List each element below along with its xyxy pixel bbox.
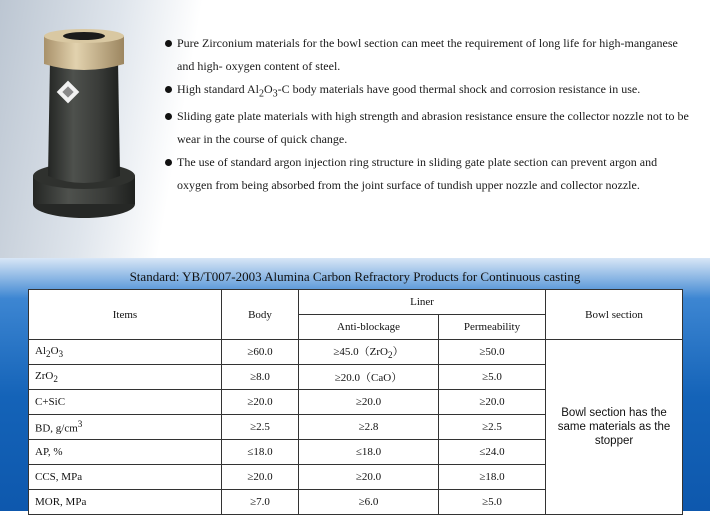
header-items: Items bbox=[29, 290, 222, 340]
item-subscript: 2 bbox=[46, 349, 51, 360]
bullet-dot-icon bbox=[165, 40, 172, 47]
item-subscript: 3 bbox=[58, 349, 64, 360]
anti-value: ≥20.0 bbox=[355, 396, 382, 408]
header-body: Body bbox=[222, 290, 299, 340]
bullet-dot-icon bbox=[165, 159, 172, 166]
feature-text-mid: O bbox=[264, 82, 273, 96]
item-name: BD, g/cm bbox=[35, 422, 78, 435]
anti-blockage-cell bbox=[299, 415, 439, 440]
feature-text-pre: High standard Al bbox=[177, 82, 259, 96]
anti-blockage-cell bbox=[299, 465, 439, 490]
subscript: 3 bbox=[272, 88, 278, 100]
anti-value-tail: ） bbox=[392, 346, 404, 359]
body-value: ≥60.0 bbox=[222, 340, 299, 365]
body-value: ≤18.0 bbox=[222, 440, 299, 465]
body-value: ≥20.0 bbox=[222, 390, 299, 415]
permeability-value: ≥2.5 bbox=[439, 415, 546, 440]
item-name: ZrO bbox=[35, 369, 54, 382]
anti-blockage-cell bbox=[299, 340, 439, 365]
feature-item bbox=[163, 32, 693, 78]
anti-value: ≥20.0（CaO） bbox=[334, 372, 403, 384]
item-subscript: 2 bbox=[53, 374, 58, 385]
feature-text: Pure Zirconium materials for the bowl section can meet the requirement of long life for high-manganese and high- oxygen content of steel. bbox=[177, 36, 678, 73]
permeability-value: ≥5.0 bbox=[439, 490, 546, 515]
item-name: Al bbox=[35, 344, 46, 357]
nozzle-bore bbox=[63, 32, 105, 40]
item-superscript: 3 bbox=[77, 419, 83, 430]
body-value: ≥20.0 bbox=[222, 465, 299, 490]
anti-value: ≥6.0 bbox=[358, 496, 379, 508]
anti-value: ≥2.8 bbox=[358, 421, 379, 433]
item-name: MOR, MPa bbox=[35, 496, 87, 508]
anti-subscript: 2 bbox=[388, 350, 393, 361]
item-cell bbox=[29, 340, 222, 365]
anti-blockage-cell bbox=[299, 390, 439, 415]
item-name: CCS, MPa bbox=[35, 471, 83, 483]
header-anti-blockage: Anti-blockage bbox=[299, 315, 439, 340]
anti-value: ≤18.0 bbox=[355, 446, 382, 458]
item-cell bbox=[29, 440, 222, 465]
permeability-value: ≤24.0 bbox=[439, 440, 546, 465]
item-name: C+SiC bbox=[35, 396, 66, 408]
permeability-value: ≥5.0 bbox=[439, 365, 546, 390]
spec-table bbox=[28, 289, 683, 515]
feature-list bbox=[163, 32, 693, 197]
item-name-mid: O bbox=[50, 344, 59, 357]
feature-item bbox=[163, 78, 693, 105]
anti-blockage-cell bbox=[299, 440, 439, 465]
permeability-value: ≥50.0 bbox=[439, 340, 546, 365]
bowl-section-note: Bowl section has the same materials as the stopper bbox=[546, 340, 683, 515]
header-liner: Liner bbox=[299, 290, 546, 315]
body-value: ≥2.5 bbox=[222, 415, 299, 440]
standard-title: Standard: YB/T007-2003 Alumina Carbon Refractory Products for Continuous casting bbox=[129, 269, 581, 284]
item-cell bbox=[29, 465, 222, 490]
feature-item bbox=[163, 105, 693, 151]
feature-item bbox=[163, 151, 693, 197]
nozzle-body bbox=[48, 60, 120, 183]
bullet-dot-icon bbox=[165, 113, 172, 120]
anti-value: ≥20.0 bbox=[355, 471, 382, 483]
subscript: 2 bbox=[259, 88, 264, 100]
permeability-value: ≥20.0 bbox=[439, 390, 546, 415]
item-cell bbox=[29, 415, 222, 440]
header-permeability: Permeability bbox=[439, 315, 546, 340]
item-cell bbox=[29, 390, 222, 415]
collector-nozzle-image bbox=[28, 26, 140, 224]
feature-text: Sliding gate plate materials with high strength and abrasion resistance ensure the collector nozzle not to be wear in the course of quick change. bbox=[177, 109, 689, 147]
bullet-dot-icon bbox=[165, 86, 172, 93]
feature-text: The use of standard argon injection ring structure in sliding gate plate section can prevent argon and oxygen from being absorbed from the joint surface of tundish upper nozzle and collector nozzle. bbox=[177, 155, 658, 193]
permeability-value: ≥18.0 bbox=[439, 465, 546, 490]
header-row bbox=[29, 290, 683, 315]
feature-text-post: -C body materials have good thermal shock and corrosion resistance in use. bbox=[277, 82, 641, 96]
header-bowl-section: Bowl section bbox=[546, 290, 683, 340]
body-value: ≥8.0 bbox=[222, 365, 299, 390]
body-value: ≥7.0 bbox=[222, 490, 299, 515]
table-row bbox=[29, 340, 683, 365]
anti-value: ≥45.0（ZrO bbox=[333, 346, 389, 359]
item-name: AP, % bbox=[35, 446, 63, 458]
anti-blockage-cell bbox=[299, 365, 439, 390]
item-cell bbox=[29, 365, 222, 390]
